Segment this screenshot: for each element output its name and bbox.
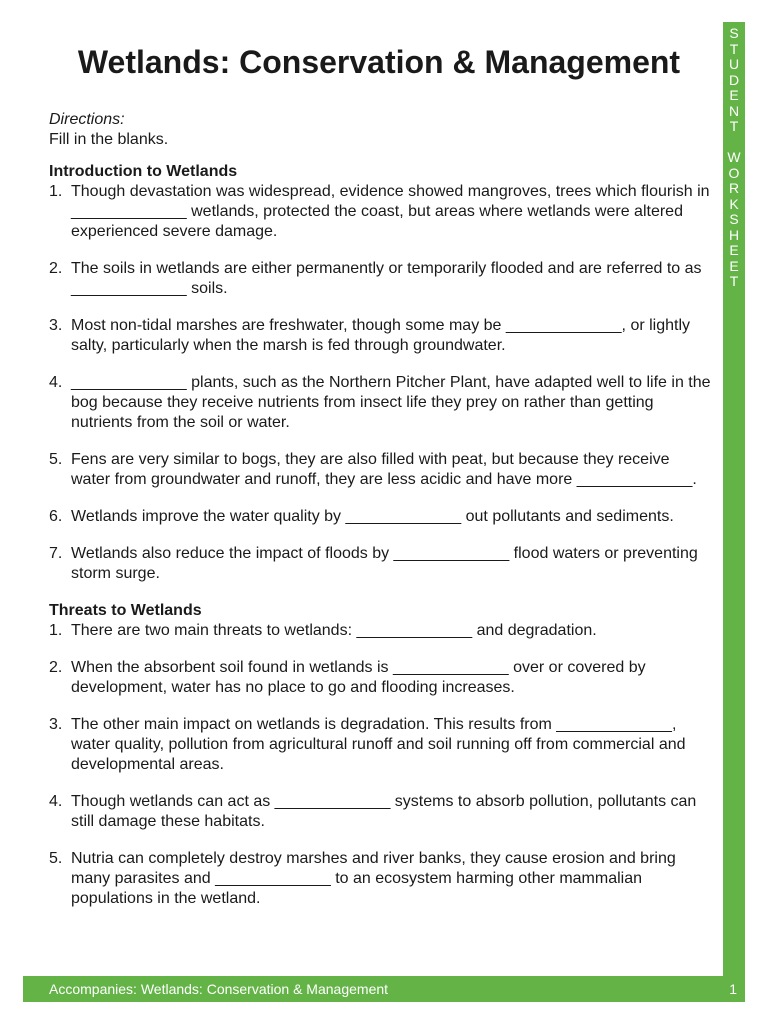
question-number: 4. (49, 793, 63, 810)
question-item (49, 544, 711, 584)
student-worksheet-sidebar (723, 22, 745, 1002)
page-title: Wetlands: Conservation & Management (77, 44, 681, 80)
question-number: 5. (49, 850, 63, 867)
question-text: Nutria can completely destroy marshes and river banks, they cause erosion and bring many parasites and _____________ to an ecosystem harming other mammalian populations in the wetland. (71, 850, 676, 907)
question-text: _____________ plants, such as the Northern Pitcher Plant, have adapted well to life in the bog because they receive nutrients from insect life they prey on rather than getting nutrients from the soil or water. (71, 374, 711, 431)
worksheet-content (49, 110, 711, 926)
sidebar-letter: R (728, 180, 740, 196)
question-text: The other main impact on wetlands is degradation. This results from _____________, water quality, pollution from agricultural runoff and soil running off from commercial and developmental areas. (71, 716, 686, 773)
question-item (49, 715, 711, 775)
question-number: 7. (49, 545, 63, 562)
question-item (49, 849, 711, 909)
question-text: Though devastation was widespread, evidence showed mangroves, trees which flourish in _____________ wetlands, protected the coast, but areas where wetlands were altered experienced severe damage. (71, 183, 710, 240)
sidebar-letter: T (729, 273, 739, 289)
footer-text: Accompanies: Wetlands: Conservation & Management (49, 981, 389, 997)
sidebar-letter: N (728, 102, 740, 119)
question-item (49, 182, 711, 242)
question-number: 1. (49, 622, 63, 639)
sidebar-letter: D (728, 71, 740, 88)
directions-text: Fill in the blanks. (49, 131, 169, 148)
question-number: 1. (49, 183, 63, 200)
sidebar-letter: H (728, 226, 740, 243)
sidebar-letter: S (729, 25, 739, 41)
sidebar-letter: O (728, 164, 740, 181)
threats-question-list (49, 621, 711, 909)
sidebar-letter: U (728, 56, 740, 72)
sidebar-letter: E (729, 242, 739, 258)
question-number: 2. (49, 260, 63, 277)
question-text: Though wetlands can act as _____________ systems to absorb pollution, pollutants can still damage these habitats. (71, 793, 697, 830)
question-text: Fens are very similar to bogs, they are also filled with peat, but because they receive water from groundwater and runoff, they are less acidic and have more _____________. (71, 451, 697, 488)
sidebar-letter: S (729, 211, 739, 227)
question-text: There are two main threats to wetlands: _____________ and degradation. (71, 622, 597, 639)
question-text: When the absorbent soil found in wetlands is _____________ over or covered by development, water has no place to go and flooding increases. (71, 659, 646, 696)
question-text: Wetlands improve the water quality by _____________ out pollutants and sediments. (71, 508, 674, 525)
page-number: 1 (729, 981, 737, 997)
introduction-question-list (49, 182, 711, 584)
question-item (49, 259, 711, 299)
question-number: 6. (49, 508, 63, 525)
question-item (49, 507, 711, 527)
directions-label: Directions: (49, 111, 125, 128)
sidebar-letter: E (729, 257, 739, 274)
sidebar-letter: T (729, 118, 739, 134)
sidebar-letter: K (729, 195, 739, 212)
question-text: The soils in wetlands are either permanently or temporarily flooded and are referred to as _____________ soils. (71, 260, 702, 297)
question-number: 2. (49, 659, 63, 676)
sidebar-letter: T (729, 40, 739, 57)
question-item (49, 450, 711, 490)
sidebar-letter: W (727, 149, 741, 165)
question-number: 5. (49, 451, 63, 468)
question-number: 3. (49, 716, 63, 733)
question-item (49, 621, 711, 641)
question-number: 4. (49, 374, 63, 391)
question-text: Wetlands also reduce the impact of floods by _____________ flood waters or preventing storm surge. (71, 545, 698, 582)
section-title-introduction: Introduction to Wetlands (49, 163, 238, 180)
question-text: Most non-tidal marshes are freshwater, though some may be _____________, or lightly salty, particularly when the marsh is fed through groundwater. (71, 317, 691, 354)
section-title-threats: Threats to Wetlands (49, 602, 202, 619)
question-item (49, 373, 711, 433)
page-footer (23, 976, 745, 1002)
question-item (49, 792, 711, 832)
sidebar-letter: E (729, 87, 739, 103)
question-item (49, 316, 711, 356)
question-item (49, 658, 711, 698)
question-number: 3. (49, 317, 63, 334)
